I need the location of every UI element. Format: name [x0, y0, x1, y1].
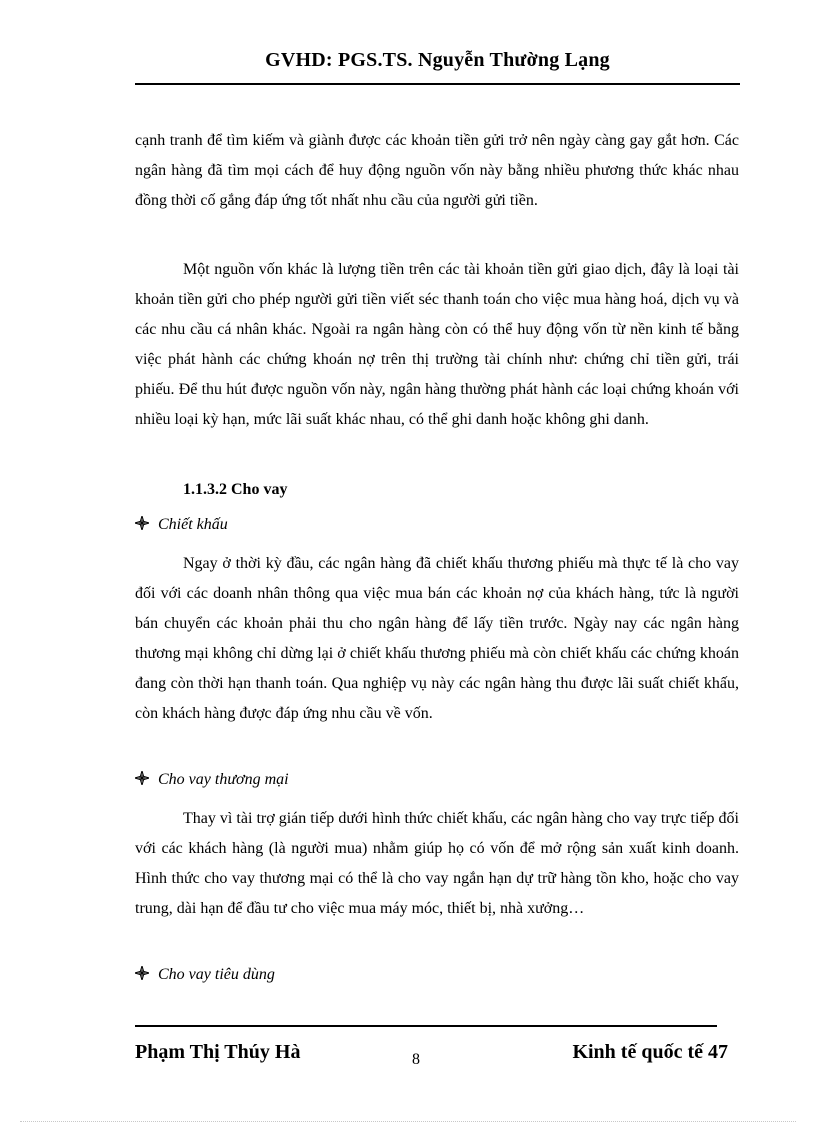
- footer-class-name: Kinh tế quốc tế 47: [572, 1041, 728, 1063]
- section-heading: 1.1.3.2 Cho vay: [183, 481, 288, 498]
- bullet-item-cho-vay-thuong-mai: [135, 771, 289, 789]
- page-number: 8: [412, 1051, 420, 1068]
- four-diamond-bullet-icon: [135, 516, 149, 530]
- footer-rule: [135, 1025, 717, 1027]
- footer-author: Phạm Thị Thúy Hà: [135, 1041, 301, 1063]
- four-diamond-bullet-icon: [135, 771, 149, 785]
- page-bottom-edge: [20, 1121, 796, 1122]
- page-header-title: GVHD: PGS.TS. Nguyễn Thường Lạng: [265, 49, 610, 71]
- paragraph-2: Một nguồn vốn khác là lượng tiền trên các tài khoản tiền gửi giao dịch, đây là loại tài khoản tiền gửi cho phép người gửi tiền viết séc thanh toán cho việc mua hàng hoá, dịch vụ và các nhu cầu cá nhân khác. Ngoài ra ngân hàng còn có thể huy động vốn từ nền kinh tế bằng việc phát hành các chứng khoán nợ trên thị trường tài chính như: chứng chỉ tiền gửi, trái phiếu. Để thu hút được nguồn vốn này, ngân hàng thường phát hành các loại chứng khoán với nhiều loại kỳ hạn, mức lãi suất khác nhau, có thể ghi danh hoặc không ghi danh.: [135, 261, 739, 428]
- bullet-item-cho-vay-tieu-dung: [135, 966, 275, 984]
- header-rule: [135, 83, 740, 85]
- bullet-label: Cho vay tiêu dùng: [158, 966, 275, 983]
- bullet-label: Cho vay thương mại: [158, 771, 289, 788]
- bullet-label: Chiết khấu: [158, 516, 228, 533]
- paragraph-1: cạnh tranh để tìm kiếm và giành được các khoản tiền gửi trở nên ngày càng gay gắt hơn. Các ngân hàng đã tìm mọi cách để huy động nguồn vốn này bằng nhiều phương thức khác nhau đồng thời cố gắng đáp ứng tốt nhất nhu cầu của người gửi tiền.: [135, 132, 739, 209]
- four-diamond-bullet-icon: [135, 966, 149, 980]
- paragraph-4: Thay vì tài trợ gián tiếp dưới hình thức chiết khấu, các ngân hàng cho vay trực tiếp đối với các khách hàng (là người mua) nhằm giúp họ có vốn để mở rộng sản xuất kinh doanh. Hình thức cho vay thương mại có thể là cho vay ngắn hạn dự trữ hàng tồn kho, hoặc cho vay trung, dài hạn để đầu tư cho việc mua máy móc, thiết bị, nhà xưởng…: [135, 810, 739, 917]
- bullet-item-chiet-khau: [135, 516, 228, 534]
- paragraph-3: Ngay ở thời kỳ đầu, các ngân hàng đã chiết khấu thương phiếu mà thực tế là cho vay đối với các doanh nhân thông qua việc mua bán các khoản nợ của khách hàng, tức là người bán chuyển các khoản phải thu cho ngân hàng để lấy tiền trước. Ngày nay các ngân hàng thương mại không chỉ dừng lại ở chiết khấu thương phiếu mà còn chiết khấu các chứng khoán đang còn thời hạn thanh toán. Qua nghiệp vụ này các ngân hàng thu được lãi suất chiết khấu, còn khách hàng được đáp ứng nhu cầu về vốn.: [135, 555, 739, 722]
